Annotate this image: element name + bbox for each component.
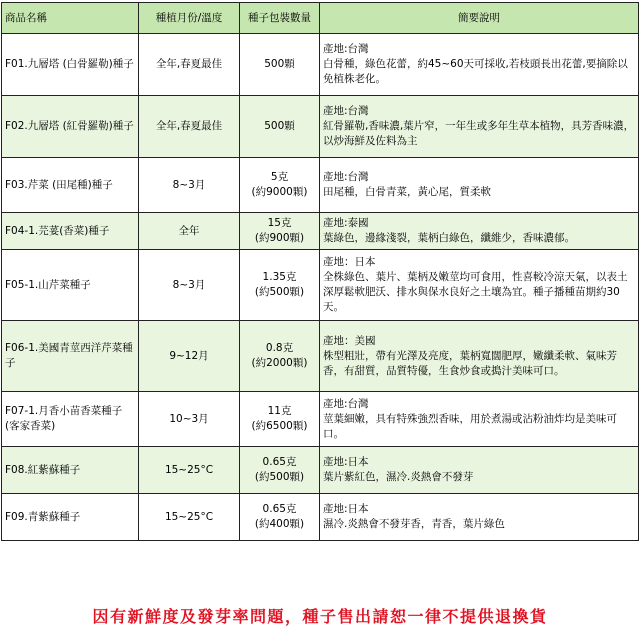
quantity-line: (約400顆) (254, 518, 305, 530)
origin-line: 產地:台灣 (323, 43, 369, 55)
table-row (2, 213, 639, 250)
seed-quantity (240, 96, 320, 158)
origin-line: 產地:日本 (323, 503, 369, 515)
planting-season: 全年,春夏最佳 (139, 34, 240, 96)
seed-quantity (240, 250, 320, 321)
seed-quantity (240, 213, 320, 250)
quantity-line: 11克 (267, 405, 292, 417)
description-line: 紅骨羅勒,香味濃,葉片窄，一年生或多年生草本植物，具芳香味濃，以炒海鮮及佐料為主 (323, 120, 635, 147)
quantity-line: (約2000顆) (251, 357, 308, 369)
quantity-line: 0.8克 (265, 342, 294, 354)
product-name: F09.青紫蘇種子 (2, 494, 139, 541)
table-row (2, 447, 639, 494)
product-description (320, 250, 639, 321)
product-name: F01.九層塔 (白骨羅勒)種子 (2, 34, 139, 96)
origin-line: 產地:台灣 (323, 105, 369, 117)
origin-line: 產地:台灣 (323, 171, 369, 183)
header-name: 商品名稱 (2, 3, 139, 34)
quantity-line: 0.65克 (262, 456, 297, 468)
quantity-line: (約6500顆) (251, 420, 308, 432)
quantity-line: 5克 (270, 171, 289, 183)
table-row (2, 158, 639, 213)
product-name: F03.芹菜 (田尾種)種子 (2, 158, 139, 213)
table-row (2, 34, 639, 96)
table-row (2, 494, 639, 541)
planting-season: 8~3月 (139, 250, 240, 321)
product-description (320, 392, 639, 447)
product-description (320, 158, 639, 213)
quantity-line: (約9000顆) (251, 186, 308, 198)
quantity-line: (約500顆) (254, 471, 305, 483)
product-name: F02.九層塔 (紅骨羅勒)種子 (2, 96, 139, 158)
product-name: F08.紅紫蘇種子 (2, 447, 139, 494)
description-line: 株型粗壯，帶有光澤及亮度，葉柄寬闊肥厚，嫩纖柔軟、氣味芳香，有甜質，品質特優，生食炒食或搗汁美味可口。 (323, 349, 617, 377)
planting-season: 15~25°C (139, 447, 240, 494)
description-line: 濕冷.炎熱會不發芽香，青香，葉片綠色 (323, 518, 505, 530)
product-name: F04-1.芫荽(香菜)種子 (2, 213, 139, 250)
header-desc: 簡要說明 (320, 3, 639, 34)
description-line: 莖葉細嫩，具有特殊強烈香味，用於煮湯或沾粉油炸均是美味可口。 (323, 412, 617, 440)
product-table (1, 2, 639, 541)
seed-quantity (240, 494, 320, 541)
seed-quantity (240, 392, 320, 447)
quantity-line: 1.35克 (262, 271, 297, 283)
table-row (2, 392, 639, 447)
seed-quantity (240, 34, 320, 96)
product-description (320, 96, 639, 158)
description-line: 葉綠色，邊緣淺裂，葉柄白綠色，纖維少，香味濃郁。 (323, 232, 575, 244)
header-qty: 種子包裝數量 (240, 3, 320, 34)
description-line: 葉片紫紅色，濕冷.炎熱會不發芽 (323, 471, 474, 483)
planting-season: 9~12月 (139, 321, 240, 392)
description-line: 白骨種，綠色花蕾，約45~60天可採收,若枝頭長出花蕾,要摘除以免植株老化。 (323, 58, 628, 85)
origin-line: 產地:日本 (323, 456, 369, 468)
quantity-line: (約900顆) (254, 232, 305, 244)
table-row (2, 96, 639, 158)
description-line: 田尾種，白骨青菜，黃心尾，質柔軟 (323, 186, 491, 198)
product-description (320, 34, 639, 96)
seed-quantity (240, 447, 320, 494)
quantity-line: 500顆 (264, 120, 295, 132)
quantity-line: (約500顆) (254, 286, 305, 298)
product-name: F07-1.月香小苗香菜種子(客家香菜) (2, 392, 139, 447)
origin-line: 產地:台灣 (323, 397, 369, 410)
seed-quantity (240, 321, 320, 392)
quantity-line: 500顆 (264, 58, 295, 70)
planting-season: 8~3月 (139, 158, 240, 213)
origin-line: 產地：美國 (323, 334, 376, 347)
table-row (2, 250, 639, 321)
planting-season: 全年,春夏最佳 (139, 96, 240, 158)
planting-season: 10~3月 (139, 392, 240, 447)
seed-quantity (240, 158, 320, 213)
table-body (2, 34, 639, 541)
planting-season: 15~25°C (139, 494, 240, 541)
planting-season: 全年 (139, 213, 240, 250)
table-header-row (2, 3, 639, 34)
return-policy-notice: 因有新鮮度及發芽率問題，種子售出請恕一律不提供退換貨 (92, 607, 548, 626)
origin-line: 產地:泰國 (323, 217, 369, 229)
product-description (320, 321, 639, 392)
product-description (320, 494, 639, 541)
header-season: 種植月份/溫度 (139, 3, 240, 34)
origin-line: 產地：日本 (323, 256, 376, 268)
product-name: F06-1.美國青莖西洋芹菜種子 (2, 321, 139, 392)
product-name: F05-1.山芹菜種子 (2, 250, 139, 321)
table-row (2, 321, 639, 392)
product-description (320, 447, 639, 494)
quantity-line: 15克 (267, 217, 292, 229)
quantity-line: 0.65克 (262, 503, 297, 515)
description-line: 全株綠色、葉片、葉柄及嫩莖均可食用，性喜較冷涼天氣，以表土深厚鬆軟肥沃、排水與保水良好之土壤為宜。種子播種苗期約30天。 (323, 271, 628, 313)
product-description (320, 213, 639, 250)
